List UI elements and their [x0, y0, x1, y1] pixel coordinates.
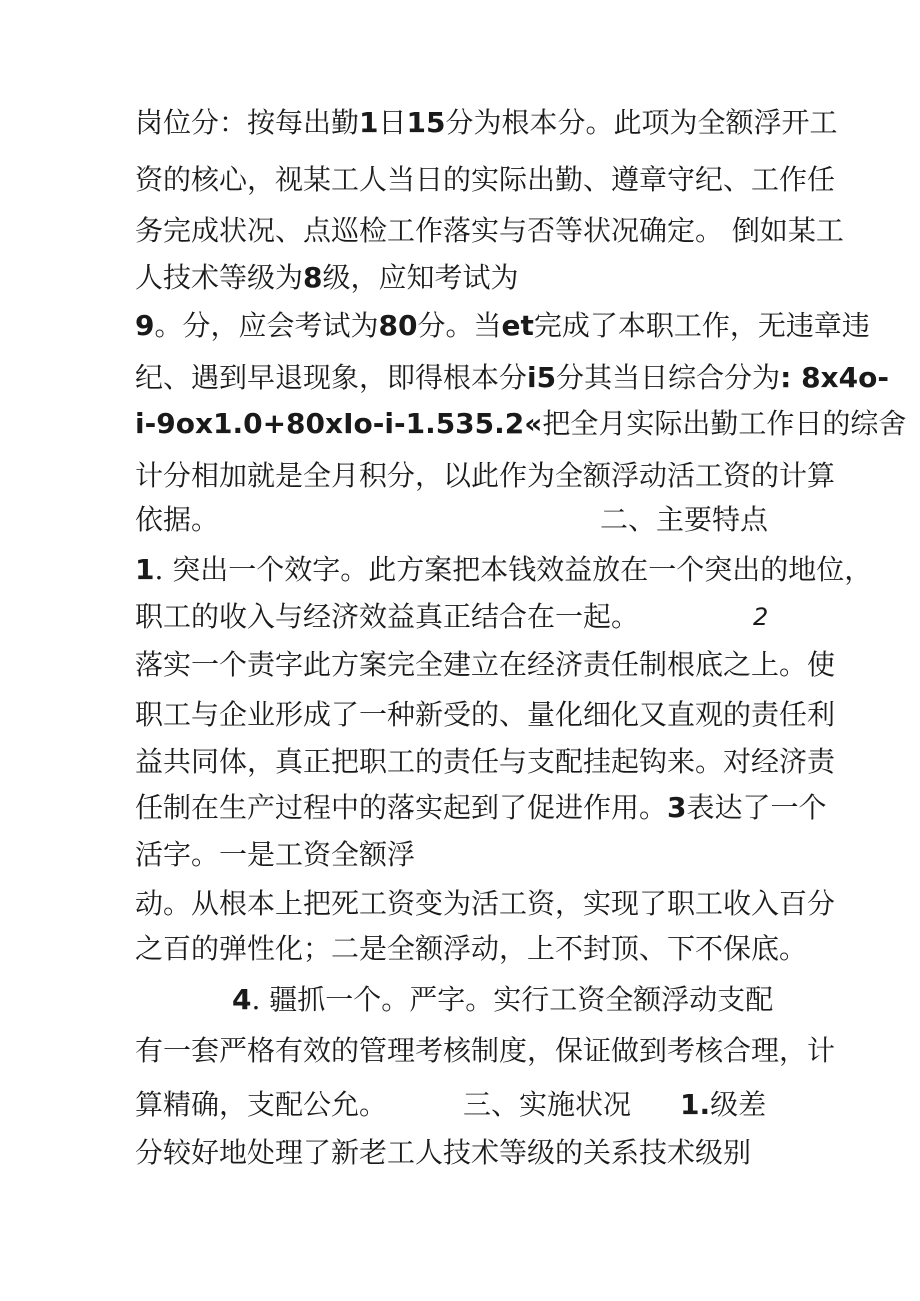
text: 职工与企业形成了一种新受的、量化细化又直观的责任利	[135, 698, 836, 731]
number: i5	[527, 361, 557, 394]
text: 分其当日综合分为	[556, 361, 781, 394]
section-heading: 二、主要特点	[600, 503, 769, 536]
paragraph-line	[135, 404, 906, 444]
text: . 疆抓一个。严字。实行工资全额浮动支配	[251, 983, 774, 1016]
text: 日	[378, 106, 407, 139]
paragraph-line	[135, 306, 870, 346]
text: 算精确，支配公允。	[135, 1088, 388, 1121]
text: 完成了本职工作，无违章违	[533, 309, 870, 342]
text: 依据。	[135, 503, 220, 536]
text: 分较好地处理了新老工人技术等级的关系技术级别	[135, 1136, 752, 1169]
text: 活字。一是工资全额浮	[135, 838, 416, 871]
ocr-fragment: et	[501, 309, 534, 342]
text: 纪、遇到早退现象，即得根本分	[135, 361, 528, 394]
text: 动。从根本上把死工资变为活工资，实现了职工收入百分	[135, 887, 836, 920]
paragraph-line	[135, 835, 415, 875]
text: 落实一个责字此方案完全建立在经济责任制根底之上。使	[135, 648, 836, 681]
text: 级差	[710, 1088, 767, 1121]
text: 人技术等级为	[135, 261, 304, 294]
paragraph-line	[135, 788, 827, 828]
text: 分。当	[417, 309, 502, 342]
number: 15	[406, 106, 446, 139]
paragraph-line	[135, 884, 835, 924]
paragraph-line	[135, 1085, 387, 1125]
number: 1	[359, 106, 379, 139]
paragraph-line	[135, 1133, 751, 1173]
paragraph-line	[232, 980, 773, 1020]
text: 分为根本分。此项为全额浮开工	[445, 106, 838, 139]
number: 80	[378, 309, 418, 342]
paragraph-line	[135, 456, 835, 496]
paragraph-line	[135, 103, 838, 143]
paragraph-line	[135, 550, 872, 590]
paragraph-line	[135, 645, 835, 685]
text: 计分相加就是全月积分，以此作为全额浮动活工资的计算	[135, 459, 836, 492]
text: 任制在生产过程中的落实起到了促进作用。	[135, 791, 668, 824]
text: 职工的收入与经济效益真正结合在一起。	[135, 600, 640, 633]
number: 8	[303, 261, 323, 294]
formula: i-9ox1.0+80xIo-i-1.535.2«	[135, 407, 543, 440]
text: 资的核心，视某工人当日的实际出勤、遵章守纪、工作任	[135, 163, 836, 196]
number: 4	[232, 983, 252, 1016]
paragraph-line	[135, 929, 807, 969]
text: 务完成状况、点巡检工作落实与否等状况确定。 倒如某工	[135, 214, 844, 247]
text: . 突出一个效字。此方案把本钱效益放在一个突出的地位，	[154, 553, 873, 586]
paragraph-line	[135, 742, 835, 782]
number: 1.	[680, 1088, 711, 1121]
text: 表达了一个	[686, 791, 827, 824]
paragraph-line	[135, 160, 835, 200]
text: 把全月实际出勤工作日的综舍	[542, 407, 907, 440]
text: 。分，应会考试为	[154, 309, 379, 342]
number: 3	[667, 791, 687, 824]
paragraph-line	[135, 358, 889, 398]
item-number: 2	[753, 603, 769, 631]
text: 益共同体，真正把职工的责任与支配挂起钩来。对经济责	[135, 745, 836, 778]
paragraph-line	[135, 597, 639, 637]
paragraph-line	[135, 695, 835, 735]
paragraph-line	[135, 258, 519, 298]
text: 级，应知考试为	[322, 261, 519, 294]
number: 9	[135, 309, 155, 342]
paragraph-line	[135, 1031, 835, 1071]
formula: : 8x4o-	[780, 361, 889, 394]
text: 之百的弹性化；二是全额浮动，上不封顶、下不保底。	[135, 932, 808, 965]
list-item	[680, 1085, 766, 1125]
section-heading: 三、实施状况	[463, 1088, 632, 1121]
number: 1	[135, 553, 155, 586]
text: 岗位分：按每出勤	[135, 106, 360, 139]
text: 有一套严格有效的管理考核制度，保证做到考核合理，计	[135, 1034, 836, 1067]
paragraph-line	[135, 500, 219, 540]
paragraph-line	[135, 211, 844, 251]
